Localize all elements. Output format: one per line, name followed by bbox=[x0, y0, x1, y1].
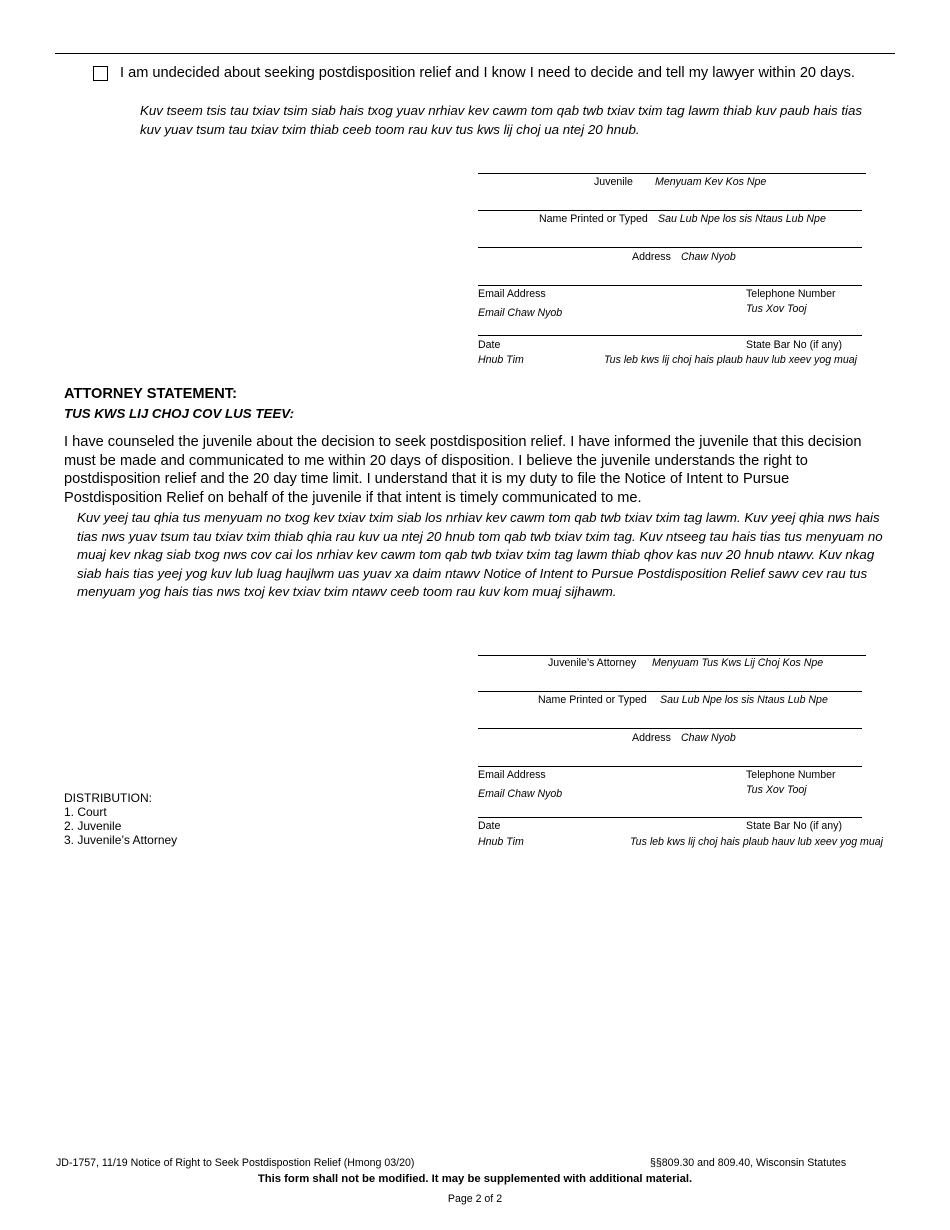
juvenile-name-label: Name Printed or Typed bbox=[539, 213, 648, 225]
juvenile-phone-label: Telephone Number bbox=[746, 288, 836, 300]
attorney-email-label: Email Address bbox=[478, 769, 546, 781]
attorney-statement-text: I have counseled the juvenile about the decision to seek postdisposition relief. I have informed the juvenile that this decision must be made and communicated to me within 20 days of disposition. I believe the juvenile understands the right to postdisposition relief and the 20 day time limit. I understand that it is my duty to file the Notice of Intent to Pursue Postdisposition Relief on behalf of the juvenile if that intent is timely communicated to me. bbox=[64, 434, 862, 506]
attorney-name-label: Name Printed or Typed bbox=[538, 694, 647, 706]
attorney-name-line[interactable] bbox=[478, 691, 862, 692]
attorney-address-label-hmong: Chaw Nyob bbox=[681, 732, 736, 744]
attorney-phone-label-hmong: Tus Xov Tooj bbox=[746, 784, 807, 796]
distribution-title: DISTRIBUTION: bbox=[64, 791, 153, 805]
attorney-phone-label: Telephone Number bbox=[746, 769, 836, 781]
juvenile-address-label: Address bbox=[632, 251, 671, 263]
undecided-statement: I am undecided about seeking postdisposition relief and I know I need to decide and tell my lawyer within 20 days. bbox=[120, 65, 855, 81]
distribution-item-court: 1. Court bbox=[64, 805, 107, 819]
attorney-name-label-hmong: Sau Lub Npe los sis Ntaus Lub Npe bbox=[660, 694, 828, 706]
undecided-statement-hmong: Kuv tseem tsis tau txiav tsim siab hais txog yuav nrhiav kev cawm tom qab twb txiav txim tag lawm thiab kuv paub hais tias kuv yuav tsum tau txiav txim thiab ceeb toom rau kuv tus kws lij choj ua ntej 20 hnub. bbox=[140, 103, 863, 137]
distribution-item-juvenile: 2. Juvenile bbox=[64, 819, 122, 833]
juvenile-bar-label: State Bar No (if any) bbox=[746, 339, 842, 351]
attorney-signature-label-hmong: Menyuam Tus Kws Lij Choj Kos Npe bbox=[652, 657, 824, 669]
attorney-email-label-hmong: Email Chaw Nyob bbox=[478, 788, 563, 800]
attorney-signature-label: Juvenile’s Attorney bbox=[548, 657, 637, 669]
juvenile-address-label-hmong: Chaw Nyob bbox=[681, 251, 736, 263]
juvenile-address-line[interactable] bbox=[478, 247, 862, 248]
distribution-list bbox=[64, 791, 177, 847]
attorney-bar-label: State Bar No (if any) bbox=[746, 820, 842, 832]
footer-page-number: Page 2 of 2 bbox=[447, 1193, 503, 1205]
distribution-item-attorney: 3. Juvenile’s Attorney bbox=[64, 833, 178, 847]
juvenile-phone-label-hmong: Tus Xov Tooj bbox=[746, 303, 807, 315]
juvenile-signature-label-hmong: Menyuam Kev Kos Npe bbox=[655, 176, 767, 188]
attorney-date-label-hmong: Hnub Tim bbox=[478, 836, 524, 848]
juvenile-signature-label: Juvenile bbox=[594, 176, 633, 188]
juvenile-date-bar-line[interactable] bbox=[478, 335, 862, 336]
top-divider bbox=[55, 53, 895, 54]
juvenile-email-phone-line[interactable] bbox=[478, 285, 862, 286]
juvenile-bar-label-hmong: Tus leb kws lij choj hais plaub hauv lub xeev yog muaj bbox=[604, 354, 858, 366]
juvenile-signature-line[interactable] bbox=[478, 173, 866, 174]
attorney-address-line[interactable] bbox=[478, 728, 862, 729]
juvenile-date-label-hmong: Hnub Tim bbox=[478, 354, 524, 366]
juvenile-email-label-hmong: Email Chaw Nyob bbox=[478, 307, 563, 319]
footer-statutes: §§809.30 and 809.40, Wisconsin Statutes bbox=[650, 1157, 847, 1169]
attorney-email-phone-line[interactable] bbox=[478, 766, 862, 767]
footer-notice: This form shall not be modified. It may be supplemented with additional material. bbox=[257, 1173, 693, 1185]
attorney-statement-heading: ATTORNEY STATEMENT: bbox=[64, 386, 237, 402]
attorney-statement-text-hmong: Kuv yeej tau qhia tus menyuam no txog kev txiav txim siab los nrhiav kev cawm tom qab twb txiav txim tag lawm. Kuv yeej qhia nws hais tias nws yuav tsum tau txiav txim thiab qhia rau kuv ua ntej 20 hnub tom qab twb txiav txim tag. Kuv ntseeg tau hais tias tus menyuam no muaj kev nkag siab txog nws cov cai los nrhiav kev cawm tom qab twb txiav txim tag lawm thiab qhov kas nuv 20 hnub ntawv. Kuv nkag siab hais tias yeej yog kuv lub luag haujlwm uas yuav xa daim ntawv Notice of Intent to Pursue Postdisposition Relief sawv cev rau tus menyuam yog hais tias nws txoj kev txiav txim ntawv ceeb toom rau kuv kom muaj sijhawm. bbox=[77, 510, 883, 600]
attorney-date-bar-line[interactable] bbox=[478, 817, 862, 818]
attorney-date-label: Date bbox=[478, 820, 501, 832]
juvenile-email-label: Email Address bbox=[478, 288, 546, 300]
juvenile-name-line[interactable] bbox=[478, 210, 862, 211]
attorney-address-label: Address bbox=[632, 732, 671, 744]
undecided-checkbox[interactable] bbox=[93, 66, 108, 81]
footer-form-id: JD-1757, 11/19 Notice of Right to Seek Postdispostion Relief (Hmong 03/20) bbox=[56, 1157, 415, 1169]
juvenile-name-label-hmong: Sau Lub Npe los sis Ntaus Lub Npe bbox=[658, 213, 826, 225]
attorney-bar-label-hmong: Tus leb kws lij choj hais plaub hauv lub xeev yog muaj bbox=[630, 836, 884, 848]
juvenile-date-label: Date bbox=[478, 339, 501, 351]
attorney-signature-line[interactable] bbox=[478, 655, 866, 656]
attorney-statement-heading-hmong: TUS KWS LIJ CHOJ COV LUS TEEV: bbox=[64, 406, 295, 421]
